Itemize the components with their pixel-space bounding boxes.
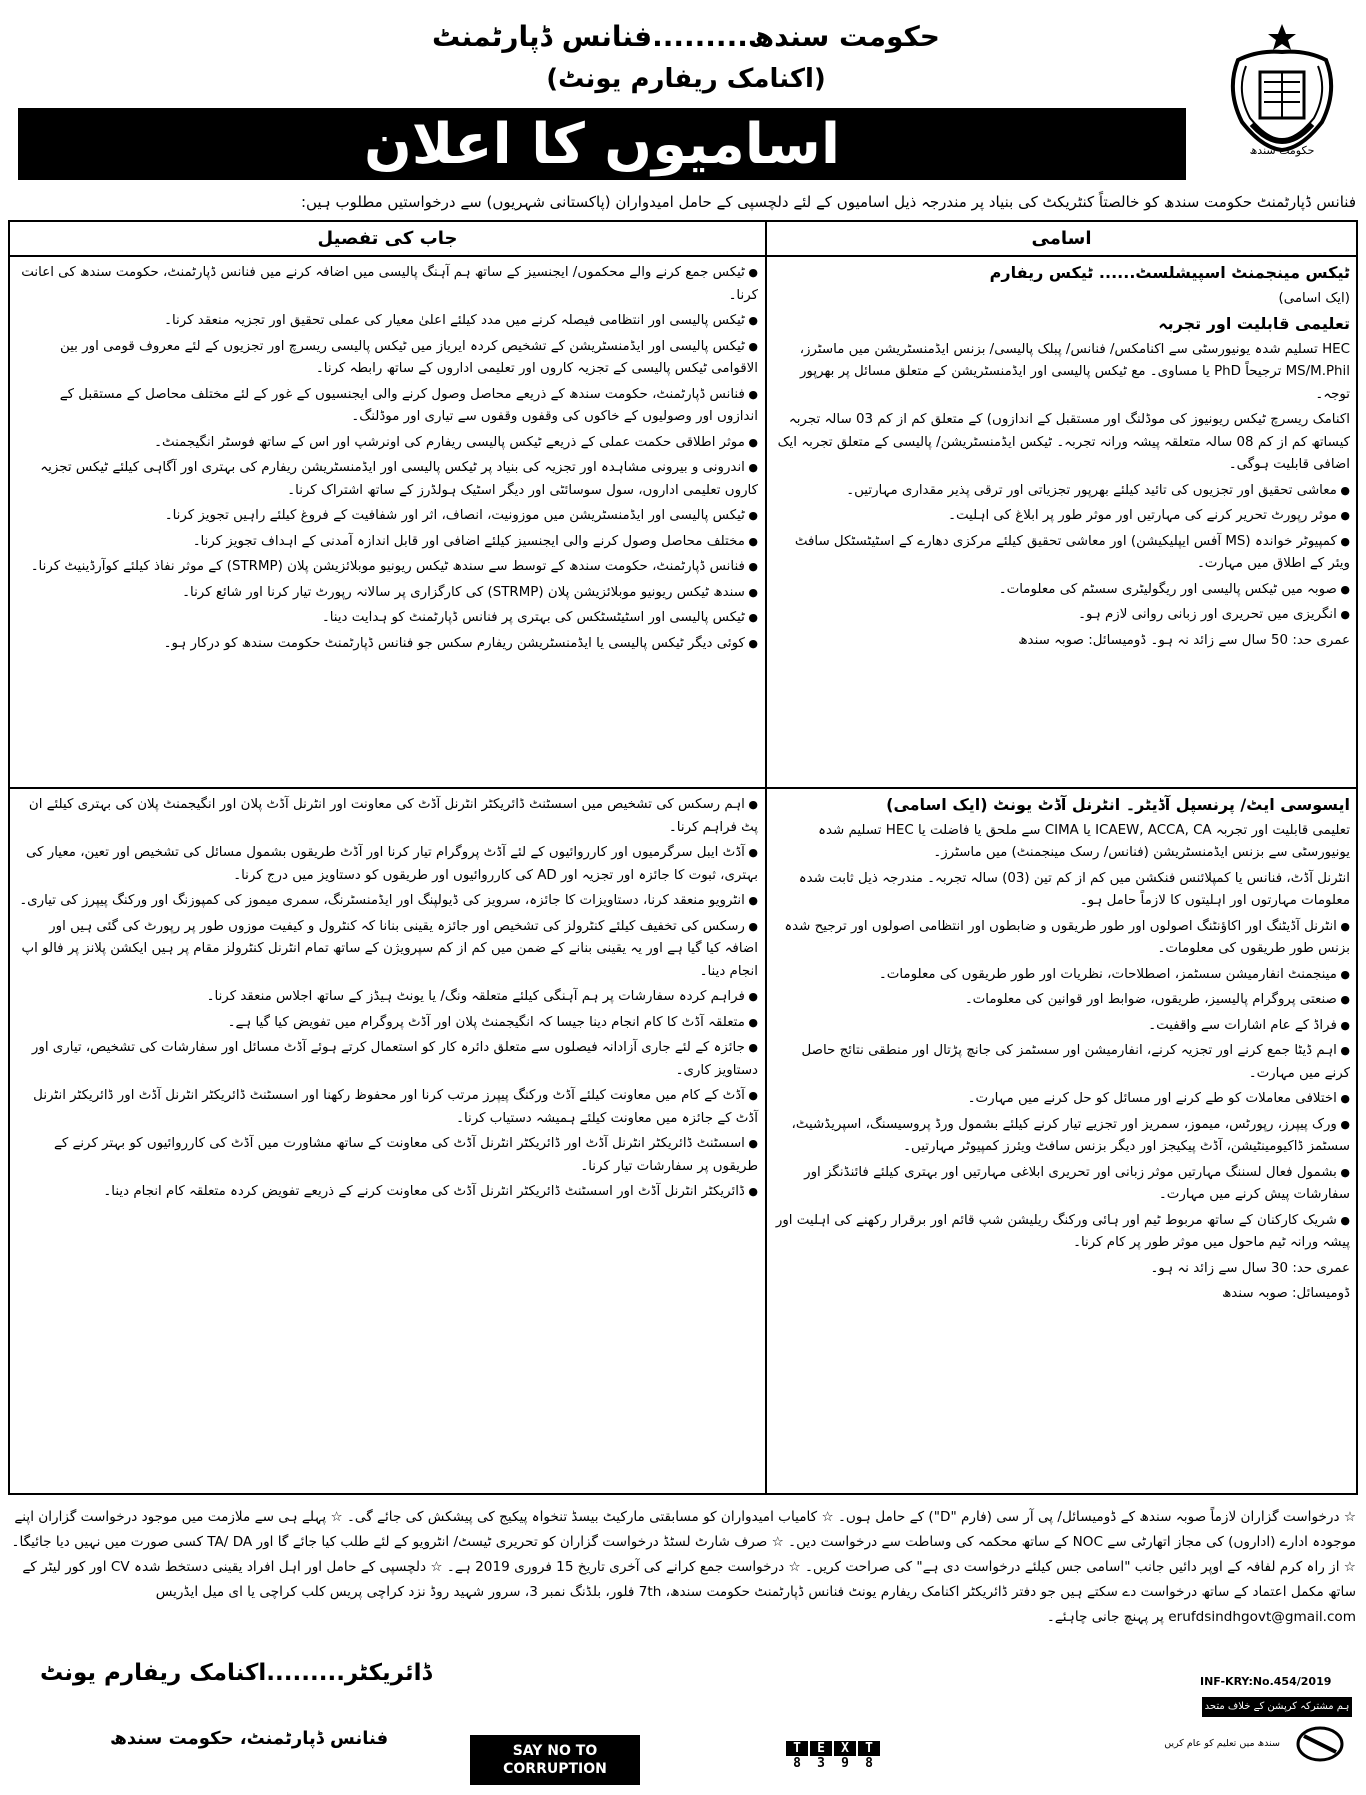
text-letter: X (834, 1741, 856, 1756)
anti-corruption-strip: ہم مشترکہ کرپشن کے خلاف متحد ہیں (1202, 1697, 1352, 1717)
job-detail-bullet: ● اہم رسکس کی تشخیص میں اسسٹنٹ ڈائریکٹر انٹرنل آڈٹ کی معاونت اور انٹرنل آڈٹ پلان اور انگیجمنٹ پلان کی بہتری کیلئے ان پٹ فراہم کرنا۔ (18, 794, 758, 839)
post-text: اکنامک ریسرچ ٹیکس ریونیوز کی موڈلنگ اور مستقبل کے اندازوں) کے متعلق کم از کم 03 سالہ تجربہ کیساتھ کم از کم 08 سالہ متعلقہ پیشہ ورانہ تجربہ۔ ٹیکس ایڈمنسٹریشن/ پالیسی کے متعلق تجربہ ایک اضافی قابلیت ہوگی۔ (777, 412, 1350, 472)
post-text: عمری حد: 30 سال سے زائد نہ ہو۔ (1150, 1260, 1350, 1276)
job-detail-bullet: ● ٹیکس پالیسی اور اسٹیٹسٹکس کی بہتری پر فنانس ڈپارٹمنٹ کو ہدایت دینا۔ (18, 607, 758, 630)
header-title-line2: (اکنامک ریفارم یونٹ) (546, 64, 826, 94)
post-text: ڈومیسائل: صوبہ سندھ (1221, 1286, 1350, 1301)
header-row-divider (10, 255, 1356, 257)
header-title-line1: حکومت سندھ.........فنانس ڈپارٹمنٹ (432, 20, 940, 53)
post-text: عمری حد: 50 سال سے زائد نہ ہو۔ ڈومیسائل: صوبہ سندھ (1018, 632, 1350, 648)
text-letter: T (858, 1741, 880, 1756)
job-detail-bullet: ● آڈٹ ایبل سرگرمیوں اور کارروائیوں کے لئے آڈٹ پروگرام تیار کرنا اور آڈٹ طریقوں بشمول مسائل کی تشخیص اور تعین، معیار کی بہتری، ثبوت کا جائزہ اور تجزیہ اور AD کی کارروائیوں اور طریقوں کو دستاویز میں درج کرنا۔ (18, 842, 758, 887)
sindh-government-emblem-icon (1216, 20, 1348, 160)
post-bullet: ● اختلافی معاملات کو طے کرنے اور مسائل کو حل کرنے میں مہارت۔ (772, 1088, 1350, 1111)
post-heading: تعلیمی قابلیت اور تجربہ (1158, 314, 1350, 333)
announcement-banner: اسامیوں کا اعلان (18, 108, 1186, 180)
details-cell-tax-specialist (18, 262, 758, 782)
say-no-line2: CORRUPTION (503, 1761, 607, 1777)
text-digit: 3 (817, 1756, 825, 1771)
job-detail-bullet: ● کوئی دیگر ٹیکس پالیسی یا ایڈمنسٹریشن ریفارم سکس جو فنانس ڈپارٹمنٹ حکومت سندھ کو درکار ہو۔ (18, 633, 758, 656)
job-detail-bullet: ● جائزہ کے لئے جاری آزادانہ فیصلوں سے متعلق دائرہ کار کو استعمال کرتے ہوئے آڈٹ مسائل اور سفارشات کی تشخیص، تیاری اور دستاویز کاری۔ (18, 1037, 758, 1082)
post-bullet: ● ورک پیپرز، رپورٹس، میموز، سمریز اور تجزیے تیار کرنے کیلئے بشمول ورڈ پروسیسنگ، اسپریڈشیٹ، سسٹمز ڈاکیومینٹیشن، آڈٹ پیکیجز اور دیگر بزنس سافٹ ویئرز کمپیوٹر مہارتیں۔ (772, 1114, 1350, 1159)
job-detail-bullet: ● ڈائریکٹر انٹرنل آڈٹ اور اسسٹنٹ ڈائریکٹر انٹرنل آڈٹ کی معاونت کرنے کے ذریعے تفویض کردہ متعلقہ کام انجام دینا۔ (18, 1181, 758, 1204)
post-bullet: ● فراڈ کے عام اشارات سے واقفیت۔ (772, 1015, 1350, 1038)
post-bullet: ● مینجمنٹ انفارمیشن سسٹمز، اصطلاحات، نظریات اور طور طریقوں کی معلومات۔ (772, 964, 1350, 987)
post-cell-tax-specialist (772, 262, 1350, 782)
job-detail-bullet: ● ٹیکس پالیسی اور ایڈمنسٹریشن کے تشخیص کردہ ایریاز میں ٹیکس پالیسی ریسرچ اور تجزیوں کے لئے معروف قومی اور بین الاقوامی ٹیکس پالیسی کے تجزیہ کاروں اور تعلیمی اداروں کے ساتھ رابطہ کرنا۔ (18, 336, 758, 381)
job-detail-bullet: ● مختلف محاصل وصول کرنے والی ایجنسیز کیلئے اضافی اور قابل اندازہ آمدنی کے اہداف تجویز کرنا۔ (18, 531, 758, 554)
column-header-details: جاب کی تفصیل (317, 228, 458, 249)
job-detail-bullet: ● فنانس ڈپارٹمنٹ، حکومت سندھ کے ذریعے محاصل وصول کرنے والی ایجنسیوں کے غور کے لئے مختلف محاصل کے مستقبل کے اندازوں اور وصولیوں کے خاکوں کی وقفوں وقفوں سے تیاری اور موڈلنگ۔ (18, 384, 758, 429)
post-text: HEC تسلیم شدہ یونیورسٹی سے اکنامکس/ فنانس/ پبلک پالیسی/ بزنس ایڈمنسٹریشن میں ماسٹرز، MS/M.Phil ترجیحاً PhD یا مساوی۔ مع ٹیکس پالیسی اور ایڈمنسٹریشن کے متعلق مسائل پر بھرپور توجہ۔ (799, 341, 1350, 402)
reference-number: INF-KRY:No.454/2019 (1200, 1675, 1332, 1688)
job-detail-bullet: ● رسکس کی تخفیف کیلئے کنٹرولز کی تشخیص اور جائزہ یقینی بنانا کہ کنٹرول و کیفیت موزوں طور پر رپورٹ کی گئی ہیں اور اضافہ کیا گیا ہے اور یہ یقینی بنانے کے ضمن میں کم از کم سپرویژن کے ساتھ تمام انٹرنل کنٹرولز مقام پر ہیں ایکشن پلانز پر فالو اپ انجام دینا۔ (18, 916, 758, 984)
job-detail-bullet: ● ٹیکس پالیسی اور انتظامی فیصلہ کرنے میں مدد کیلئے اعلیٰ معیار کی عملی تحقیق اور تجزیہ منعقد کرنا۔ (18, 310, 758, 333)
post-bullet: ● اہم ڈیٹا جمع کرنے اور تجزیہ کرنے، انفارمیشن اور سسٹمز کی جانچ پڑتال اور منطقی نتائج حاصل کرنے میں مہارت۔ (772, 1040, 1350, 1085)
text-digit: 9 (841, 1756, 849, 1771)
intro-paragraph: فنانس ڈپارٹمنٹ حکومت سندھ کو خالصتاً کنٹریکٹ کی بنیاد پر مندرجہ ذیل اسامیوں کے لئے دلچسپی کے حامل امیدواران (پاکستانی شہریوں) سے درخواستیں مطلوب ہیں: (300, 193, 1356, 211)
post-bullet: ● بشمول فعال لسننگ مہارتیں موثر زبانی اور تحریری ابلاغی مہارتیں اور بہتری کیلئے فائنڈنگز اور سفارشات پیش کرنے میں مہارت۔ (772, 1162, 1350, 1207)
post-bullet: ● کمپیوٹر خواندہ (MS آفس ایپلیکیشن) اور معاشی تحقیق کیلئے مرکزی دھارے کے اسٹیٹسٹکل سافٹ ویئر کے اطلاق میں مہارت۔ (772, 531, 1350, 576)
job-detail-bullet: ● فنانس ڈپارٹمنٹ، حکومت سندھ کے توسط سے سندھ ٹیکس ریونیو موبلائزیشن پلان (STRMP) کے موثر نفاذ کیلئے کوآرڈینیٹ کرنا۔ (18, 556, 758, 579)
post-bullet: ● موثر رپورٹ تحریر کرنے کی مہارتیں اور موثر طور پر ابلاغ کی اہلیت۔ (772, 505, 1350, 528)
post-bullet: ● صوبہ میں ٹیکس پالیسی اور ریگولیٹری سسٹم کی معلومات۔ (772, 579, 1350, 602)
post-heading: ٹیکس مینجمنٹ اسپیشلسٹ...... ٹیکس ریفارم (989, 263, 1350, 282)
column-header-posts: اسامی (1031, 228, 1092, 249)
job-detail-bullet: ● اسسٹنٹ ڈائریکٹر انٹرنل آڈٹ اور ڈائریکٹر انٹرنل آڈٹ کی معاونت کے ساتھ مشاورت میں آڈٹ کی کارروائیوں کو بہتر کرنے کے طریقوں پر سفارشات تیار کرنا۔ (18, 1133, 758, 1178)
text-letter: T (786, 1741, 808, 1756)
job-detail-bullet: ● ٹیکس جمع کرنے والے محکموں/ ایجنسیز کے ساتھ ہم آہنگ پالیسی میں اضافہ کرنے میں فنانس ڈپارٹمنٹ، حکومت سندھ کی اعانت کرنا۔ (18, 262, 758, 307)
footer-tagline: سندھ میں تعلیم کو عام کریں (1164, 1738, 1280, 1749)
post-bullet: ● انگریزی میں تحریری اور زبانی روانی لازم ہو۔ (772, 604, 1350, 627)
note-paragraph: ☆ درخواست گزاران لازماً صوبہ سندھ کے ڈومیسائل/ پی آر سی (فارم "D") کے حامل ہوں۔ ☆ کامیاب امیدواران کو مسابقتی مارکیٹ بیسڈ تنخواہ پیکیج کی پیشکش کی جائے گی۔ ☆ پہلے ہی سے ملازمت میں موجود درخواست گزاران اپنے موجودہ ادارے (اداروں) کی مجاز اتھارٹی سے NOC کے ساتھ محکمہ کی وساطت سے درخواست دیں۔ ☆ صرف شارٹ لسٹڈ درخواست گزاران کو تحریری ٹیسٹ/ انٹرویو کے لئے طلب کیا جائے گا اور TA/ DA کسی صورت میں نہیں دیا جائیگا۔ ☆ از راہ کرم لفافہ کے اوپر دائیں جانب "اسامی جس کیلئے درخواست دی ہے" کی صراحت کریں۔ ☆ درخواست جمع کرانے کی آخری تاریخ 15 فروری 2019 ہے۔ ☆ دلچسپی کے حامل اور اہل افراد یقینی دستخط شدہ CV اور کور لیٹر کے ساتھ مکمل اعتماد کے ساتھ درخواست دے سکتے ہیں جو دفتر ڈائریکٹر اکنامک ریفارم یونٹ فنانس ڈپارٹمنٹ حکومت سندھ، 7th فلور، بلڈنگ نمبر 3، سرور شہید روڈ نزد کراچی پریس کلب کراچی یا ای میل ایڈریس erufdsindhgovt@gmail.com پر پہنچ جانی چاہئے۔ (11, 1509, 1356, 1625)
hand-stop-icon (1290, 1716, 1350, 1766)
job-detail-bullet: ● ٹیکس پالیسی اور ایڈمنسٹریشن میں موزونیت، انصاف، اثر اور شفافیت کے فروغ کیلئے راہیں تجویز کرنا۔ (18, 505, 758, 528)
job-detail-bullet: ● انٹرویو منعقد کرنا، دستاویزات کا جائزہ، سرویز کی ڈیولپنگ اور ایڈمنسٹرنگ، سمری میموز کی کمپوزنگ اور ورکنگ پیپرز کی تیاری۔ (18, 890, 758, 913)
signature-department: فنانس ڈپارٹمنٹ، حکومت سندھ (110, 1728, 389, 1749)
post-text: (ایک اسامی) (1278, 290, 1350, 306)
post-heading: ایسوسی ایٹ/ پرنسپل آڈیٹر۔ انٹرنل آڈٹ یونٹ (ایک اسامی) (886, 795, 1350, 814)
svg-text:حکومت سندھ: حکومت سندھ (1249, 144, 1315, 157)
vacancy-table (8, 220, 1358, 1495)
job-detail-bullet: ● اندرونی و بیرونی مشاہدہ اور تجزیہ کی بنیاد پر ٹیکس پالیسی اور ایڈمنسٹریشن ریفارم کی بہتری اور آگاہی کیلئے ٹیکس تجزیہ کاروں تعلیمی اداروں، سول سوسائٹی اور دیگر اسٹیک ہولڈرز کے ساتھ اشتراک کرنا۔ (18, 457, 758, 502)
column-divider (765, 222, 767, 1493)
post-bullet: ● شریک کارکنان کے ساتھ مربوط ٹیم اور ہائی ورکنگ ریلیشن شپ قائم اور برقرار رکھنے کی اہلیت اور پیشہ ورانہ ٹیم ماحول میں موثر طور پر کام کرنا۔ (772, 1210, 1350, 1255)
post-bullet: ● معاشی تحقیق اور تجزیوں کی تائید کیلئے بھرپور تجزیاتی اور ترقی پذیر مقداری مہارتیں۔ (772, 480, 1350, 503)
job-detail-bullet: ● فراہم کردہ سفارشات پر ہم آہنگی کیلئے متعلقہ ونگ/ یا یونٹ ہیڈز کے ساتھ اجلاس منعقد کرنا۔ (18, 986, 758, 1009)
post-cell-auditor (772, 794, 1350, 1489)
say-no-to-corruption-badge (470, 1735, 640, 1785)
text-service-box (786, 1741, 880, 1771)
job-detail-bullet: ● متعلقہ آڈٹ کا کام انجام دینا جیسا کہ انگیجمنٹ پلان اور آڈٹ پروگرام میں تفویض کیا گیا ہے۔ (18, 1012, 758, 1035)
text-digit: 8 (865, 1756, 873, 1771)
signature-director: ڈائریکٹر.........اکنامک ریفارم یونٹ (40, 1660, 432, 1686)
details-cell-auditor (18, 794, 758, 1489)
post-bullet: ● انٹرنل آڈیٹنگ اور اکاؤنٹنگ اصولوں اور طور طریقوں و ضابطوں اور انتظامی اصولوں اور ترجیح شدہ بزنس طور طریقوں کی معلومات۔ (772, 916, 1350, 961)
text-digit: 8 (793, 1756, 801, 1771)
application-notes (10, 1505, 1356, 1630)
job-detail-bullet: ● آڈٹ کے کام میں معاونت کیلئے آڈٹ ورکنگ پیپرز مرتب کرنا اور محفوظ رکھنا اور اسسٹنٹ ڈائریکٹر انٹرنل آڈٹ اور ڈائریکٹر انٹرنل آڈٹ کے جائزہ میں معاونت کیلئے ہمیشہ دستیاب کرنا۔ (18, 1085, 758, 1130)
text-letter: E (810, 1741, 832, 1756)
job-detail-bullet: ● سندھ ٹیکس ریونیو موبلائزیشن پلان (STRMP) کی کارگزاری پر سالانہ رپورٹ تیار کرنا اور شائع کرنا۔ (18, 582, 758, 605)
post-text: انٹرنل آڈٹ، فنانس یا کمپلائنس فنکشن میں کم از کم تین (03) سالہ تجربہ۔ مندرجہ ذیل ثابت شدہ معلومات مہارتوں اور اہلیتوں کا لازماً حامل ہو۔ (798, 870, 1350, 908)
say-no-line1: SAY NO TO (512, 1743, 598, 1759)
row-divider (10, 787, 1356, 789)
post-bullet: ● صنعتی پروگرام پالیسیز، طریقوں، ضوابط اور قوانین کی معلومات۔ (772, 989, 1350, 1012)
job-detail-bullet: ● موثر اطلاقی حکمت عملی کے ذریعے ٹیکس پالیسی ریفارم کی اونرشپ اور اس کے ساتھ فوسٹر انگیجمنٹ۔ (18, 432, 758, 455)
post-text: تعلیمی قابلیت اور تجربہ ICAEW, ACCA, CA یا CIMA سے ملحق یا فاضلت یا HEC تسلیم شدہ یونیورسٹی سے بزنس ایڈمنسٹریشن (فنانس/ رسک مینجمنٹ) میں ماسٹرز۔ (818, 822, 1350, 860)
